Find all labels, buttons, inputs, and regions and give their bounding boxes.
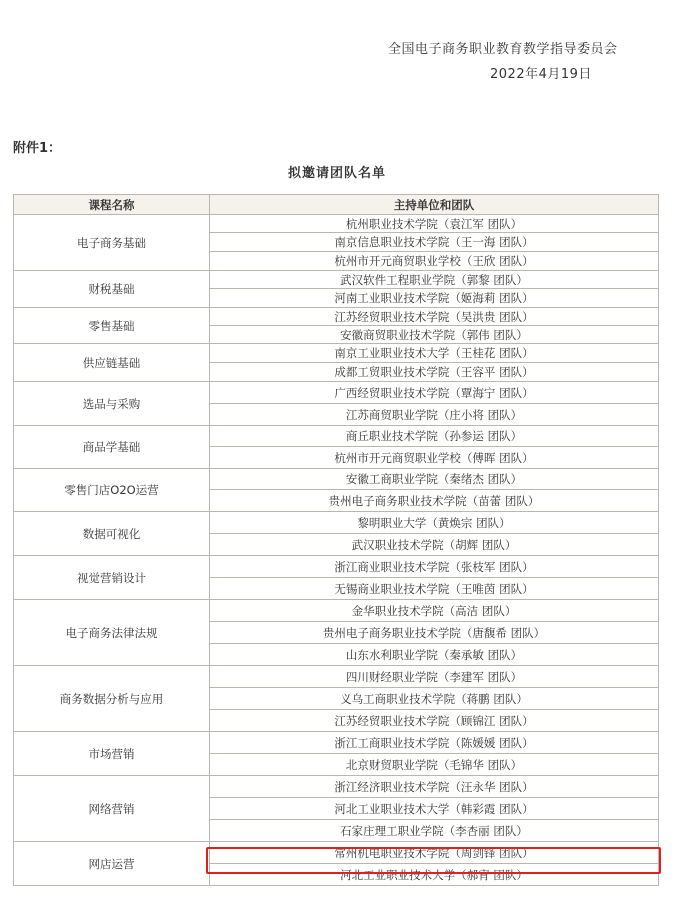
course-name: 电子商务基础 bbox=[14, 215, 210, 271]
course-name: 财税基础 bbox=[14, 271, 210, 308]
attachment-label: 附件1： bbox=[13, 141, 62, 156]
unit-team: 安徽商贸职业技术学院（郭伟 团队） bbox=[210, 326, 659, 344]
signature-org: 全国电子商务职业教育教学指导委员会 bbox=[388, 42, 618, 57]
unit-team: 河南工业职业技术学院（姬海莉 团队） bbox=[210, 289, 659, 308]
unit-team: 江苏经贸职业技术学院（吴洪贵 团队） bbox=[210, 308, 659, 326]
course-group bbox=[14, 308, 659, 344]
unit-team: 贵州电子商务职业技术学院（唐馥希 团队） bbox=[210, 622, 659, 644]
unit-team: 成都工贸职业技术学院（王容平 团队） bbox=[210, 363, 659, 382]
unit-team: 贵州电子商务职业技术学院（苗蕾 团队） bbox=[210, 490, 659, 512]
unit-team: 无锡商业职业技术学院（王唯茵 团队） bbox=[210, 578, 659, 600]
page-title: 拟邀请团队名单 bbox=[287, 166, 386, 181]
unit-team: 石家庄理工职业学院（李杏丽 团队） bbox=[210, 820, 659, 842]
unit-team: 商丘职业技术学院（孙参运 团队） bbox=[210, 426, 659, 447]
unit-team: 河北工业职业技术大学（郝宵 团队） bbox=[210, 864, 659, 886]
course-name: 供应链基础 bbox=[14, 344, 210, 382]
unit-team: 浙江工商职业技术学院（陈媛媛 团队） bbox=[210, 732, 659, 754]
course-group bbox=[14, 344, 659, 382]
unit-team: 浙江经济职业技术学院（汪永华 团队） bbox=[210, 776, 659, 798]
course-name: 零售基础 bbox=[14, 308, 210, 344]
course-group bbox=[14, 215, 659, 271]
course-name: 视觉营销设计 bbox=[14, 556, 210, 600]
unit-team: 义乌工商职业技术学院（蒋鹏 团队） bbox=[210, 688, 659, 710]
unit-team: 四川财经职业学院（李建军 团队） bbox=[210, 666, 659, 688]
unit-team: 常州机电职业技术学院（周剑锋 团队） bbox=[210, 842, 659, 864]
header-course: 课程名称 bbox=[14, 195, 210, 215]
course-name: 市场营销 bbox=[14, 732, 210, 776]
course-name: 选品与采购 bbox=[14, 382, 210, 426]
unit-team: 金华职业技术学院（高洁 团队） bbox=[210, 600, 659, 622]
table-header-row bbox=[14, 195, 659, 215]
highlight-box bbox=[206, 847, 661, 874]
course-group bbox=[14, 776, 659, 842]
course-group bbox=[14, 469, 659, 512]
course-name: 网店运营 bbox=[14, 842, 210, 886]
course-name: 商务数据分析与应用 bbox=[14, 666, 210, 732]
course-name: 网络营销 bbox=[14, 776, 210, 842]
course-name: 数据可视化 bbox=[14, 512, 210, 556]
unit-team: 河北工业职业技术大学（韩彩霞 团队） bbox=[210, 798, 659, 820]
course-group bbox=[14, 556, 659, 600]
unit-team: 江苏商贸职业学院（庄小将 团队） bbox=[210, 404, 659, 426]
unit-team: 武汉职业技术学院（胡辉 团队） bbox=[210, 534, 659, 556]
unit-team: 南京工业职业技术大学（王桂花 团队） bbox=[210, 344, 659, 363]
course-group bbox=[14, 271, 659, 308]
team-table bbox=[13, 194, 659, 886]
unit-team: 山东水利职业学院（秦承敏 团队） bbox=[210, 644, 659, 666]
unit-team: 黎明职业大学（黄焕宗 团队） bbox=[210, 512, 659, 534]
course-name: 电子商务法律法规 bbox=[14, 600, 210, 666]
course-group bbox=[14, 426, 659, 469]
unit-team: 杭州市开元商贸职业学校（王欣 团队） bbox=[210, 252, 659, 271]
unit-team: 江苏经贸职业技术学院（顾锦江 团队） bbox=[210, 710, 659, 732]
course-group bbox=[14, 600, 659, 666]
course-name: 零售门店O2O运营 bbox=[14, 469, 210, 512]
unit-team: 杭州职业技术学院（袁江军 团队） bbox=[210, 215, 659, 233]
unit-team: 武汉软件工程职业学院（郭黎 团队） bbox=[210, 271, 659, 289]
header-unit: 主持单位和团队 bbox=[210, 195, 659, 215]
unit-team: 北京财贸职业学院（毛锦华 团队） bbox=[210, 754, 659, 776]
unit-team: 安徽工商职业学院（秦绪杰 团队） bbox=[210, 469, 659, 490]
course-group bbox=[14, 732, 659, 776]
course-group bbox=[14, 512, 659, 556]
unit-team: 杭州市开元商贸职业学校（傅晖 团队） bbox=[210, 447, 659, 469]
unit-team: 浙江商业职业技术学院（张枝军 团队） bbox=[210, 556, 659, 578]
unit-team: 南京信息职业技术学院（王一海 团队） bbox=[210, 233, 659, 252]
unit-team: 广西经贸职业技术学院（覃海宁 团队） bbox=[210, 382, 659, 404]
course-group bbox=[14, 666, 659, 732]
signature-date: 2022年4月19日 bbox=[490, 67, 592, 82]
course-group bbox=[14, 382, 659, 426]
course-name: 商品学基础 bbox=[14, 426, 210, 469]
